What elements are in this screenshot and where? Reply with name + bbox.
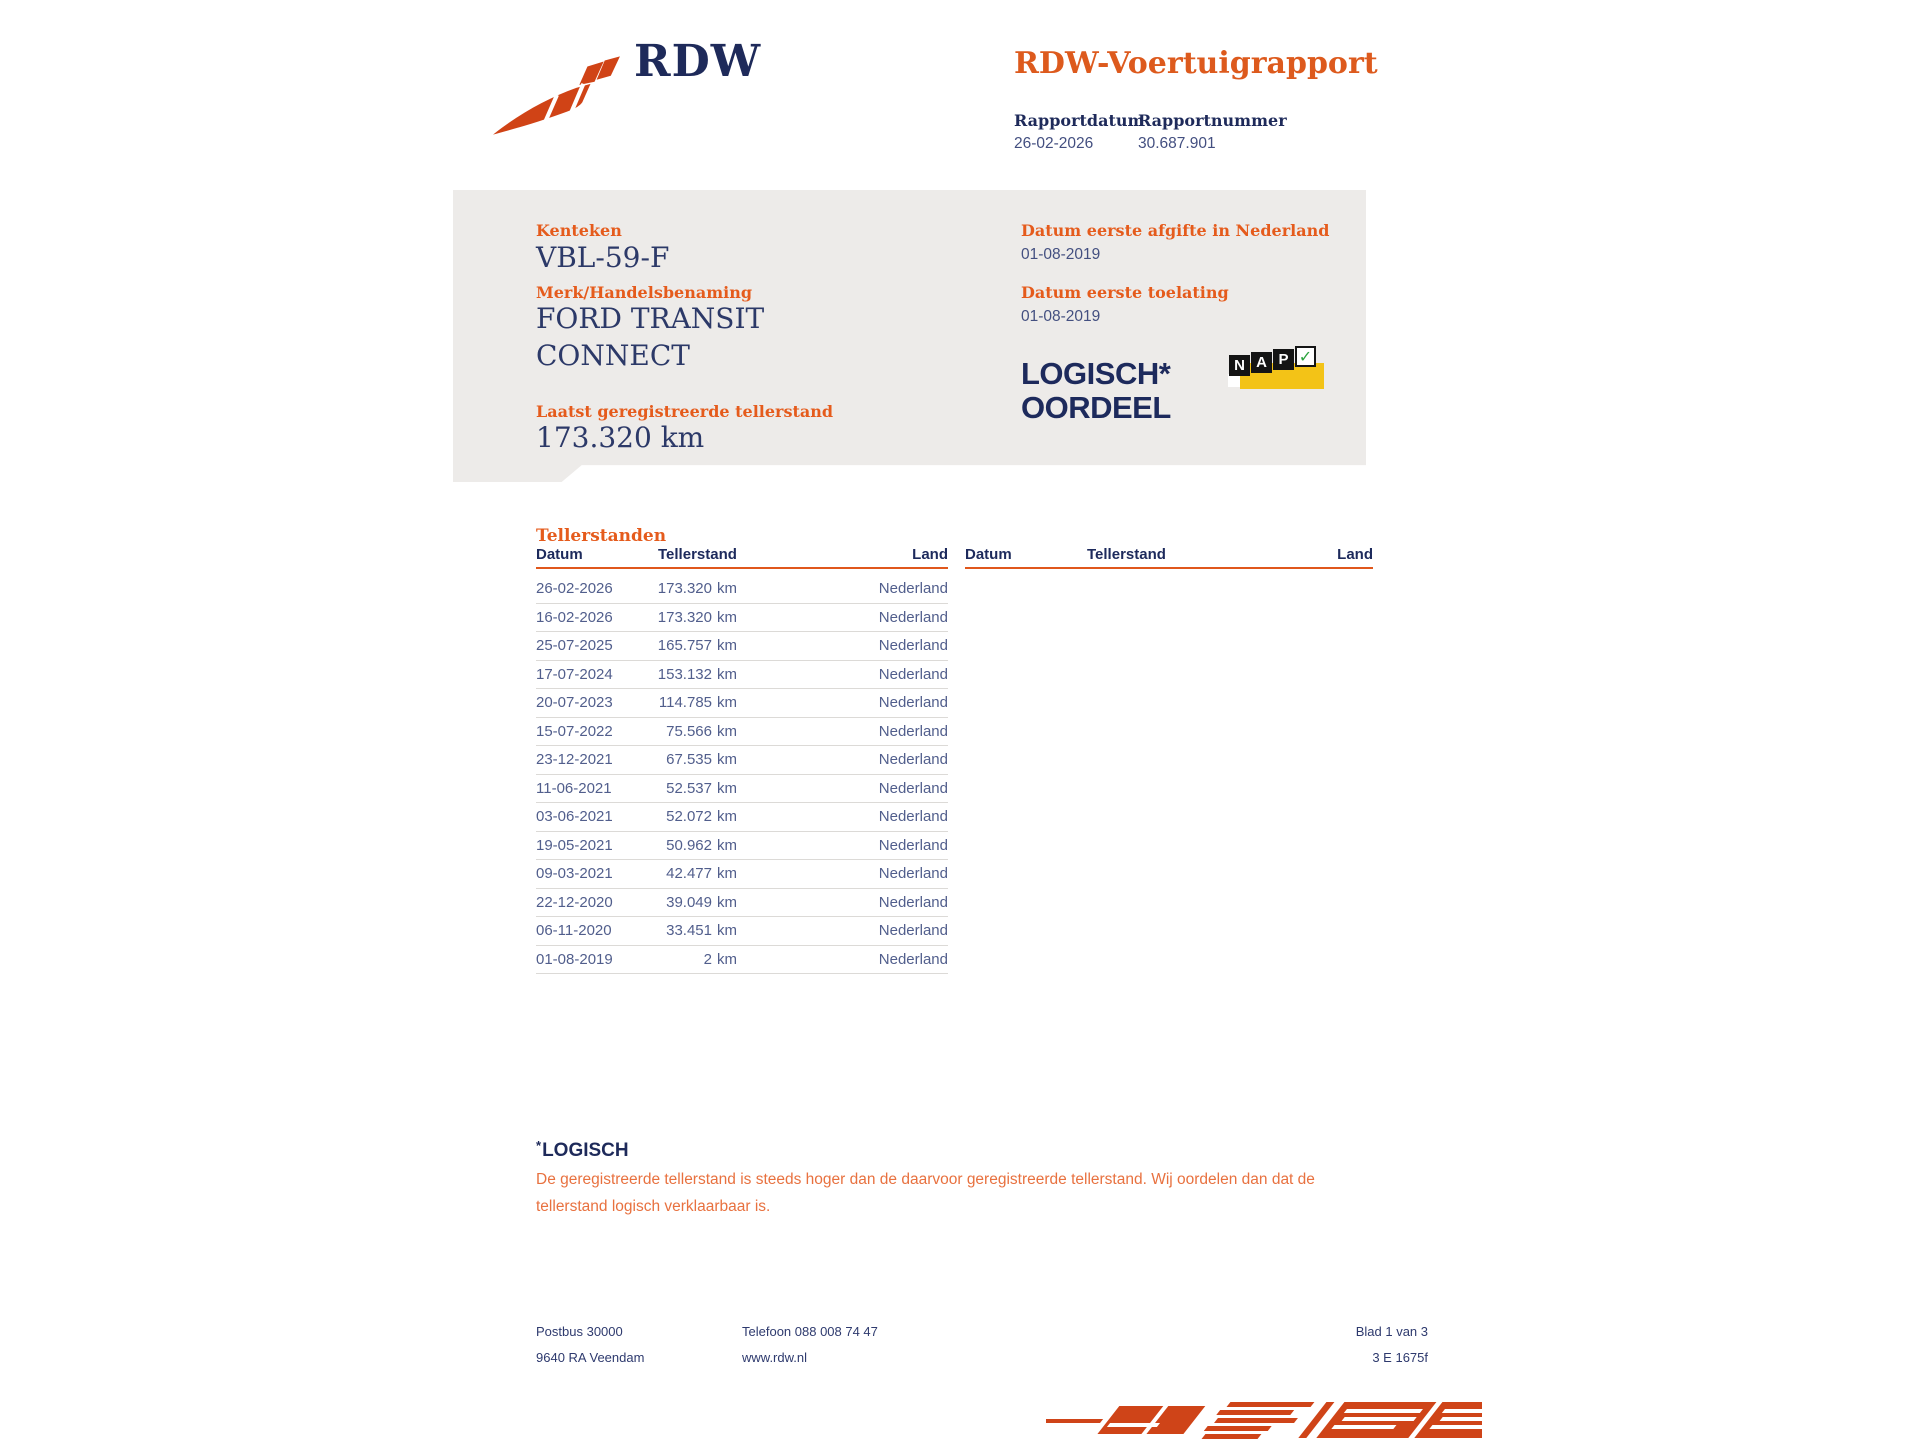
table-row [536, 661, 948, 690]
nap-letter-n: N [1229, 355, 1250, 376]
license-plate-label: Kenteken [536, 221, 622, 240]
nap-letter-a: A [1251, 352, 1272, 373]
reading-country: Nederland [878, 779, 948, 797]
reading-odometer-value: 173.320 [657, 580, 712, 597]
reading-odometer-unit: km [717, 950, 737, 968]
reading-odometer-value: 33.451 [666, 922, 712, 939]
reading-country: Nederland [878, 922, 948, 939]
reading-odometer-unit: km [717, 694, 737, 711]
reading-country: Nederland [878, 808, 948, 825]
reading-date: 20-07-2023 [536, 694, 613, 711]
table-row [536, 889, 948, 918]
reading-country: Nederland [878, 722, 948, 740]
reading-country: Nederland [878, 694, 948, 711]
report-number-label: Rapportnummer [1138, 111, 1287, 130]
reading-country: Nederland [878, 751, 948, 768]
reading-odometer-unit: km [717, 608, 737, 626]
table-header [536, 546, 948, 564]
verdict-text [1021, 357, 1171, 425]
brand-line2: CONNECT [536, 339, 690, 372]
reading-date: 09-03-2021 [536, 865, 613, 882]
reading-odometer-value: 75.566 [666, 722, 712, 740]
speed-stripes-graphic [1046, 1400, 1482, 1440]
footer-website: www.rdw.nl [742, 1350, 808, 1365]
reading-odometer-unit: km [717, 808, 737, 825]
reading-date: 03-06-2021 [536, 808, 613, 825]
reading-country: Nederland [878, 580, 948, 597]
table-row [536, 946, 948, 975]
column-header-date: Datum [536, 546, 583, 563]
reading-country: Nederland [878, 865, 948, 882]
reading-odometer-unit: km [717, 722, 737, 740]
column-header-date: Datum [965, 546, 1012, 563]
reading-date: 11-06-2021 [536, 779, 612, 797]
nap-logo [1227, 346, 1327, 394]
brand-label: Merk/Handelsbenaming [536, 283, 753, 302]
reading-odometer-value: 52.537 [666, 779, 712, 797]
nap-letter-p: P [1273, 349, 1294, 370]
column-header-country: Land [912, 546, 948, 563]
reading-odometer-unit: km [717, 665, 737, 683]
header-underline [536, 567, 948, 569]
footnote-title [536, 1138, 629, 1162]
reading-date: 25-07-2025 [536, 637, 613, 654]
report-date-label: Rapportdatum [1014, 111, 1145, 130]
reading-date: 23-12-2021 [536, 751, 613, 768]
last-odometer-label: Laatst geregistreerde tellerstand [536, 402, 834, 421]
reading-odometer-value: 173.320 [657, 608, 712, 626]
brand-value [536, 300, 764, 374]
verdict-line1: LOGISCH* [1021, 356, 1171, 391]
odometer-table-rows [536, 575, 948, 974]
table-header [965, 546, 1373, 564]
table-row [536, 604, 948, 633]
column-header-country: Land [1337, 546, 1373, 563]
table-row [536, 746, 948, 775]
first-issue-value: 01-08-2019 [1021, 246, 1101, 263]
footer-address-line2: 9640 RA Veendam [536, 1350, 645, 1365]
first-issue-label: Datum eerste afgifte in Nederland [1021, 221, 1330, 240]
reading-odometer-value: 114.785 [658, 694, 712, 711]
table-row [536, 632, 948, 661]
table-row [536, 917, 948, 946]
odometer-table-right [965, 546, 1373, 575]
first-admission-value: 01-08-2019 [1021, 308, 1101, 325]
reading-date: 17-07-2024 [536, 665, 613, 683]
reading-country: Nederland [878, 893, 948, 911]
reading-country: Nederland [878, 836, 948, 854]
footnote-asterisk: * [536, 1138, 542, 1153]
brand-line1: FORD TRANSIT [536, 302, 765, 335]
reading-date: 16-02-2026 [536, 608, 613, 626]
reading-odometer-value: 165.757 [657, 637, 712, 654]
reading-country: Nederland [878, 950, 948, 968]
verdict-line2: OORDEEL [1021, 390, 1171, 425]
reading-date: 22-12-2020 [536, 893, 613, 911]
reading-odometer-unit: km [717, 836, 737, 854]
report-number-value: 30.687.901 [1138, 135, 1216, 152]
table-row [536, 718, 948, 747]
table-row [536, 860, 948, 889]
footer-address-line1: Postbus 30000 [536, 1324, 623, 1339]
reading-odometer-value: 42.477 [666, 865, 712, 882]
reading-odometer-unit: km [717, 865, 737, 882]
table-row [536, 832, 948, 861]
reading-odometer-value: 39.049 [666, 893, 712, 911]
reading-odometer-value: 52.072 [666, 808, 712, 825]
table-row [536, 575, 948, 604]
rdw-feather-icon [492, 56, 624, 136]
reading-odometer-value: 153.132 [657, 665, 712, 683]
reading-odometer-value: 2 [703, 950, 712, 968]
report-date-value: 26-02-2026 [1014, 135, 1094, 152]
column-header-odometer: Tellerstand [658, 546, 737, 563]
footer-page-indicator: Blad 1 van 3 [1355, 1324, 1428, 1339]
reading-country: Nederland [878, 665, 948, 683]
reading-odometer-unit: km [717, 637, 737, 654]
odometer-table-left [536, 546, 948, 974]
header-underline [965, 567, 1373, 569]
last-odometer-value: 173.320 km [536, 421, 705, 454]
reading-date: 26-02-2026 [536, 580, 613, 597]
footnote-body: De geregistreerde tellerstand is steeds hoger dan de daarvoor geregistreerde tellerstand. Wij oordelen dan dat de tellerstand logisch verklaarbaar is. [536, 1171, 1315, 1215]
reading-odometer-unit: km [717, 580, 737, 597]
reading-country: Nederland [878, 637, 948, 654]
nap-check-icon: ✓ [1295, 346, 1316, 367]
reading-odometer-value: 50.962 [666, 836, 712, 854]
table-row [536, 775, 948, 804]
reading-date: 15-07-2022 [536, 722, 613, 740]
reading-date: 01-08-2019 [536, 950, 613, 968]
license-plate-value: VBL-59-F [536, 241, 670, 274]
reading-date: 19-05-2021 [536, 836, 613, 854]
footer-form-code: 3 E 1675f [1372, 1350, 1428, 1365]
footer-phone: Telefoon 088 008 74 47 [742, 1324, 878, 1339]
table-row [536, 803, 948, 832]
column-header-odometer: Tellerstand [1087, 546, 1166, 563]
reading-country: Nederland [878, 608, 948, 626]
reading-odometer-unit: km [717, 779, 737, 797]
first-admission-label: Datum eerste toelating [1021, 283, 1229, 302]
reading-odometer-unit: km [717, 751, 737, 768]
reading-date: 06-11-2020 [536, 922, 612, 939]
reading-odometer-unit: km [717, 922, 737, 939]
readings-section-title: Tellerstanden [536, 526, 667, 546]
table-row [536, 689, 948, 718]
reading-odometer-value: 67.535 [666, 751, 712, 768]
footnote-title-text: LOGISCH [542, 1140, 629, 1161]
page-title: RDW-Voertuigrapport [1014, 46, 1378, 81]
rdw-logo-wordmark: RDW [634, 36, 762, 87]
reading-odometer-unit: km [717, 893, 737, 911]
